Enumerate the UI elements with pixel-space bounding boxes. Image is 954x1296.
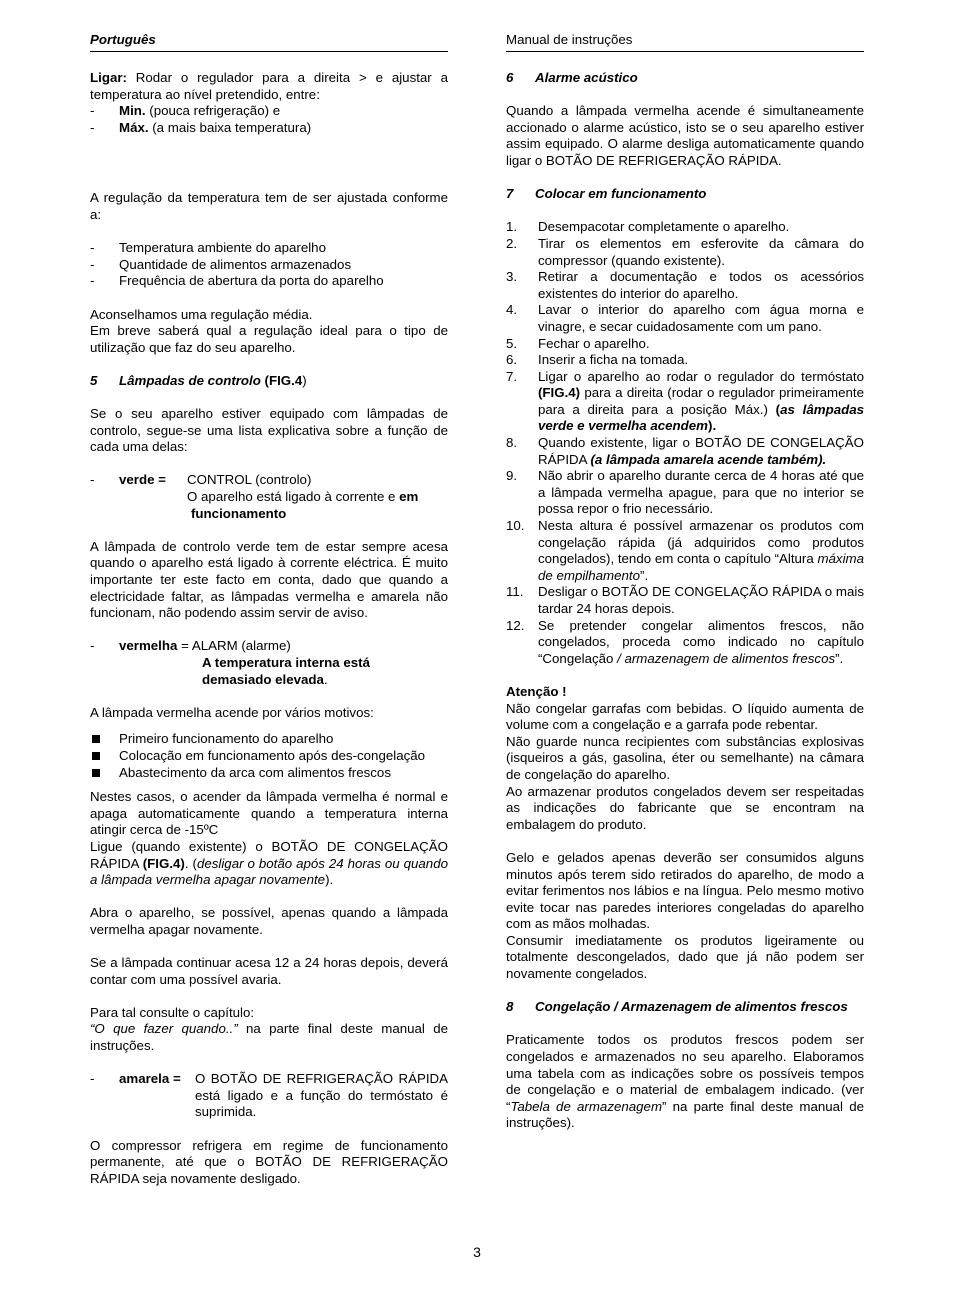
ligar-paragraph: Ligar: Rodar o regulador para a direita > e ajustar a temperatura ao nível pretendido, entre: [90, 70, 448, 102]
list-item: - Frequência de abertura da porta do aparelho [90, 273, 448, 290]
list-item: 5. Fechar o aparelho. [506, 335, 650, 351]
list-item: 12. Se pretender congelar alimentos frescos, não congelados, proceda como indicado no capítulo “Congelação / armazenagem de alimentos frescos”. [506, 617, 864, 666]
list-item: 4. Lavar o interior do aparelho com água morna e vinagre, e secar cuidadosamente com um pano. [506, 302, 864, 334]
right-column [506, 32, 864, 1149]
regulation-intro: A regulação da temperatura tem de ser ajustada conforme a: [90, 190, 448, 222]
consult-paragraph: “O que fazer quando..” na parte final deste manual de instruções. [90, 1021, 448, 1054]
page-number: 3 [473, 1244, 481, 1260]
attention-paragraph-2: Não guarde nunca recipientes com substâncias explosivas (isqueiros a gás, gasolina, éter ou semelhante) na câmara de congelação do aparelho. [506, 733, 864, 782]
attention-paragraph-3: Ao armazenar produtos congelados devem ser respeitadas as indicações do fabricante que se encontram na embalagem do produto. [506, 783, 864, 832]
section-6-paragraph: Quando a lâmpada vermelha acende é simultaneamente accionado o alarme acústico, isto se o seu aparelho estiver assim equipado. O alarme desliga automaticamente quando ligar o BOTÃO DE REFRIGERAÇÃO RÁPIDA. [506, 103, 864, 168]
list-item: 7. Ligar o aparelho ao rodar o regulador do termóstato (FIG.4) para a direita (rodar o regulador primeiramente para a direita para a posição Máx.) (as lâmpadas verde e vermelha acendem). [506, 368, 865, 434]
attention-paragraph-1: Não congelar garrafas com bebidas. O líquido aumenta de volume com a congelação e a garrafa pode rebentar. [506, 700, 864, 733]
advice-line: Aconselhamos uma regulação média. [90, 306, 313, 322]
lamp-verde: - verde = CONTROL (controlo) O aparelho está ligado à corrente e em funcionamento [90, 472, 419, 521]
startup-steps-list [506, 219, 864, 667]
list-item: 6. Inserir a ficha na tomada. [506, 352, 689, 368]
list-item: 3. Retirar a documentação e todos os acessórios existentes do interior do aparelho. [506, 269, 864, 301]
open-paragraph: Abra o aparelho, se possível, apenas quando a lâmpada vermelha apagar novamente. [90, 905, 448, 937]
fault-paragraph: Se a lâmpada continuar acesa 12 a 24 horas depois, deverá contar com uma possível avaria. [90, 955, 448, 987]
list-item: 11. Desligar o BOTÃO DE CONGELAÇÃO RÁPIDA o mais tardar 24 horas depois. [506, 584, 864, 616]
list-item: - Temperatura ambiente do aparelho [90, 240, 448, 257]
list-item: 8. Quando existente, ligar o BOTÃO DE CONGELAÇÃO RÁPIDA (a lâmpada amarela acende também). [506, 435, 864, 467]
lamp-vermelha: - vermelha = ALARM (alarme) A temperatura interna está demasiado elevada. [90, 638, 370, 687]
compressor-paragraph: O compressor refrigera em regime de funcionamento permanente, até que o BOTÃO DE REFRIGERAÇÃO RÁPIDA seja novamente desligado. [90, 1137, 448, 1186]
header-manual-title: Manual de instruções [506, 32, 864, 52]
section-6-heading: 6 Alarme acústico [506, 70, 638, 85]
ice-paragraph-2: Consumir imediatamente os produtos ligeiramente ou totalmente descongelados, dado que já não podem ser novamente congelados. [506, 932, 864, 982]
section-5-heading: 5 Lâmpadas de controlo (FIG.4) [90, 372, 307, 388]
list-item: 10. Nesta altura é possível armazenar os produtos com congelação rápida (já adquiridos como produtos congelados), tendo em conta o capítulo “Altura máxima de empilhamento”. [506, 518, 864, 583]
list-item: Colocação em funcionamento após des-congelação [90, 748, 448, 765]
section-5-intro: Se o seu aparelho estiver equipado com lâmpadas de controlo, segue-se uma lista explicativa sobre a função de cada uma delas: [90, 406, 448, 455]
header-language: Português [90, 32, 448, 52]
red-paragraph-2: Ligue (quando existente) o BOTÃO DE CONGELAÇÃO RÁPIDA (FIG.4). (desligar o botão após 24 horas ou quando a lâmpada vermelha apagar novamente). [90, 838, 448, 888]
list-item: - Quantidade de alimentos armazenados [90, 257, 448, 274]
red-reasons-list [90, 731, 448, 781]
verde-paragraph: A lâmpada de controlo verde tem de estar sempre acesa quando o aparelho está ligado à corrente eléctrica. É muito importante ter este facto em conta, dado que quando a electricidade faltar, as lâmpadas vermelha e amarela não funcionam, não podendo assim servir de aviso. [90, 538, 448, 621]
section-8-paragraph: Praticamente todos os produtos frescos podem ser congelados e armazenados no seu aparelho. Elaboramos uma tabela com as indicações sobre os possíveis tempos de congelação e o material de embalagem indicado. (ver “Tabela de armazenagem” na parte final deste manual de instruções). [506, 1032, 864, 1131]
ice-paragraph-1: Gelo e gelados apenas deverão ser consumidos alguns minutos após terem sido retirados do aparelho, de modo a evitar ferimentos nos lábios e na língua. Pelo mesmo motivo evite tocar nas paredes interiores congeladas do aparelho com as mãos molhadas. [506, 849, 864, 932]
red-intro: A lâmpada vermelha acende por vários motivos: [90, 704, 374, 720]
list-item: - Min. (pouca refrigeração) e [90, 103, 448, 120]
regulation-list [90, 240, 448, 290]
consult-line: Para tal consulte o capítulo: [90, 1004, 255, 1020]
section-8-heading: 8 Congelação / Armazenagem de alimentos frescos [506, 999, 848, 1015]
red-paragraph-1: Nestes casos, o acender da lâmpada vermelha é normal e apaga automaticamente quando a temperatura interna atingir cerca de -15ºC [90, 789, 448, 838]
attention-title: Atenção ! [506, 683, 567, 699]
section-7-heading: 7 Colocar em funcionamento [506, 186, 707, 202]
list-item: Primeiro funcionamento do aparelho [90, 731, 448, 748]
list-item: - Máx. (a mais baixa temperatura) [90, 120, 448, 137]
list-item: Abastecimento da arca com alimentos frescos [90, 765, 448, 782]
left-column [90, 32, 448, 1204]
list-item: 2. Tirar os elementos em esferovite da câmara do compressor (quando existente). [506, 235, 864, 268]
list-item: 1. Desempacotar completamente o aparelho. [506, 219, 790, 235]
list-item: 9. Não abrir o aparelho durante cerca de 4 horas até que a lâmpada vermelha apague, para que no interior se possa repor o frio necessário. [506, 468, 864, 517]
temperature-range-list [90, 103, 448, 136]
lamp-amarela: - amarela = O BOTÃO DE REFRIGERAÇÃO RÁPIDA está ligado e a função do termóstato é suprimida. [90, 1071, 448, 1120]
advice-paragraph: Em breve saberá qual a regulação ideal para o tipo de utilização que faz do seu aparelho. [90, 323, 448, 355]
